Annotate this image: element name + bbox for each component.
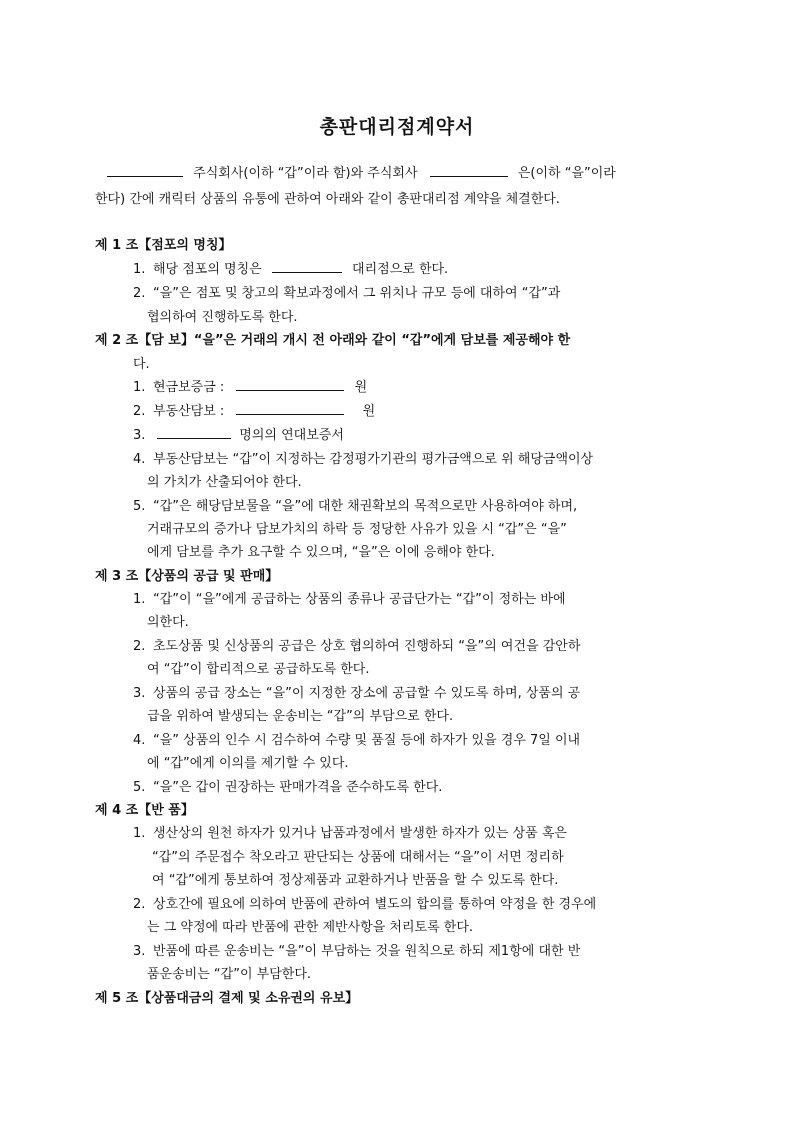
article-2-item-1: 1. 현금보증금 : 원 [133, 380, 368, 395]
article-3-item-3-cont: 급을 위하여 발생되는 운송비는 “갑”의 부담으로 한다. [147, 709, 454, 724]
article-1-item-1: 1. 해당 점포의 명칭은 대리점으로 한다. [133, 262, 449, 277]
real-estate-blank [236, 402, 344, 415]
article-3-item-5: 5. “을”은 갑이 권장하는 판매가격을 준수하도록 한다. [133, 780, 443, 795]
article-2-item-3: 3. 명의의 연대보증서 [133, 428, 344, 443]
article-4-item-1-cont-2: 여 “갑”에게 통보하여 정상제품과 교환하거나 반품을 할 수 있도록 한다. [152, 873, 559, 888]
article-4-item-2-cont: 는 그 약정에 따라 반품에 관한 제반사항을 처리토록 한다. [147, 920, 474, 935]
article-3-item-2-cont: 여 “갑”이 합리적으로 공급하도록 한다. [147, 662, 370, 677]
article-4-item-2: 2. 상호간에 필요에 의하여 반품에 관하여 별도의 합의를 통하여 약정을 한 경우에 [133, 897, 597, 912]
article-3-item-4-cont: 에 “갑”에게 이의를 제기할 수 있다. [147, 756, 349, 771]
cash-deposit-blank [236, 378, 344, 391]
article-2-item-4-cont: 의 가치가 산출되어야 한다. [147, 475, 302, 490]
article-5-heading: 제 5 조【상품대금의 결제 및 소유권의 유보】 [95, 991, 359, 1006]
article-3-heading: 제 3 조【상품의 공급 및 판매】 [95, 569, 279, 584]
article-3-item-1: 1. “갑”이 “을”에게 공급하는 상품의 종류나 공급단가는 “갑”이 정하는 바에 [133, 592, 566, 607]
article-4-heading: 제 4 조【반 품】 [95, 803, 194, 818]
company-b-blank [430, 164, 508, 177]
intro-line-1 [107, 164, 616, 184]
article-1-item-2-cont: 협의하여 진행하도록 한다. [147, 310, 298, 325]
article-1-heading: 제 1 조【점포의 명칭】 [95, 238, 232, 253]
article-1-item-2: 2. “을”은 점포 및 창고의 확보과정에서 그 위치나 규모 등에 대하여 “갑”과 [133, 286, 561, 301]
store-name-blank [272, 260, 342, 273]
article-4-item-1: 1. 생산상의 원천 하자가 있거나 납품과정에서 발생한 하자가 있는 상품 혹은 [133, 826, 567, 841]
article-4-item-3-cont: 품운송비는 “갑”이 부담한다. [147, 967, 312, 982]
article-3-item-4: 4. “을” 상품의 인수 시 검수하여 수량 및 품질 등에 하자가 있을 경우 7일 이내 [133, 733, 581, 748]
company-a-blank [107, 164, 183, 177]
article-2-item-5: 5. “갑”은 해당담보물을 “을”에 대한 채권확보의 목적으로만 사용하여야 하며, [133, 499, 578, 514]
article-4-item-1-cont-1: “갑”의 주문접수 착오라고 판단되는 상품에 대해서는 “을”이 서면 정리하 [152, 850, 564, 865]
article-4-item-3: 3. 반품에 따른 운송비는 “을”이 부담하는 것을 원칙으로 하되 제1항에 대한 반 [133, 944, 581, 959]
article-2-item-5-cont-1: 거래규모의 증가나 담보가치의 하락 등 정당한 사유가 있을 시 “갑”은 “을” [147, 522, 567, 537]
intro-text-a: 주식회사(이하 “갑”이라 함)와 주식회사 [193, 166, 418, 181]
intro-text-b: 은(이하 “을”이라 [517, 166, 616, 181]
guarantor-blank [157, 426, 231, 439]
article-3-item-2: 2. 초도상품 및 신상품의 공급은 상호 협의하여 진행하되 “을”의 여건을 감안하 [133, 639, 581, 654]
article-3-item-3: 3. 상품의 공급 장소는 “을”이 지정한 장소에 공급할 수 있도록 하며, 상품의 공 [133, 686, 581, 701]
document-title: 총판대리점계약서 [319, 116, 475, 138]
article-2-item-2: 2. 부동산담보 : 원 [133, 404, 376, 419]
intro-line-2: 한다) 간에 캐릭터 상품의 유통에 관하여 아래와 같이 총판대리점 계약을 체결한다. [95, 192, 560, 207]
article-2-heading: 제 2 조【담 보】“을”은 거래의 개시 전 아래와 같이 “갑”에게 담보를 제공해야 한 [95, 333, 571, 348]
article-2-item-5-cont-2: 에게 담보를 추가 요구할 수 있으며, “을”은 이에 응해야 한다. [147, 545, 495, 560]
article-2-heading-cont: 다. [133, 357, 150, 372]
article-3-item-1-cont: 의한다. [147, 615, 189, 630]
article-2-item-4: 4. 부동산담보는 “갑”이 지정하는 감정평가기관의 평가금액으로 위 해당금액이상 [133, 452, 594, 467]
